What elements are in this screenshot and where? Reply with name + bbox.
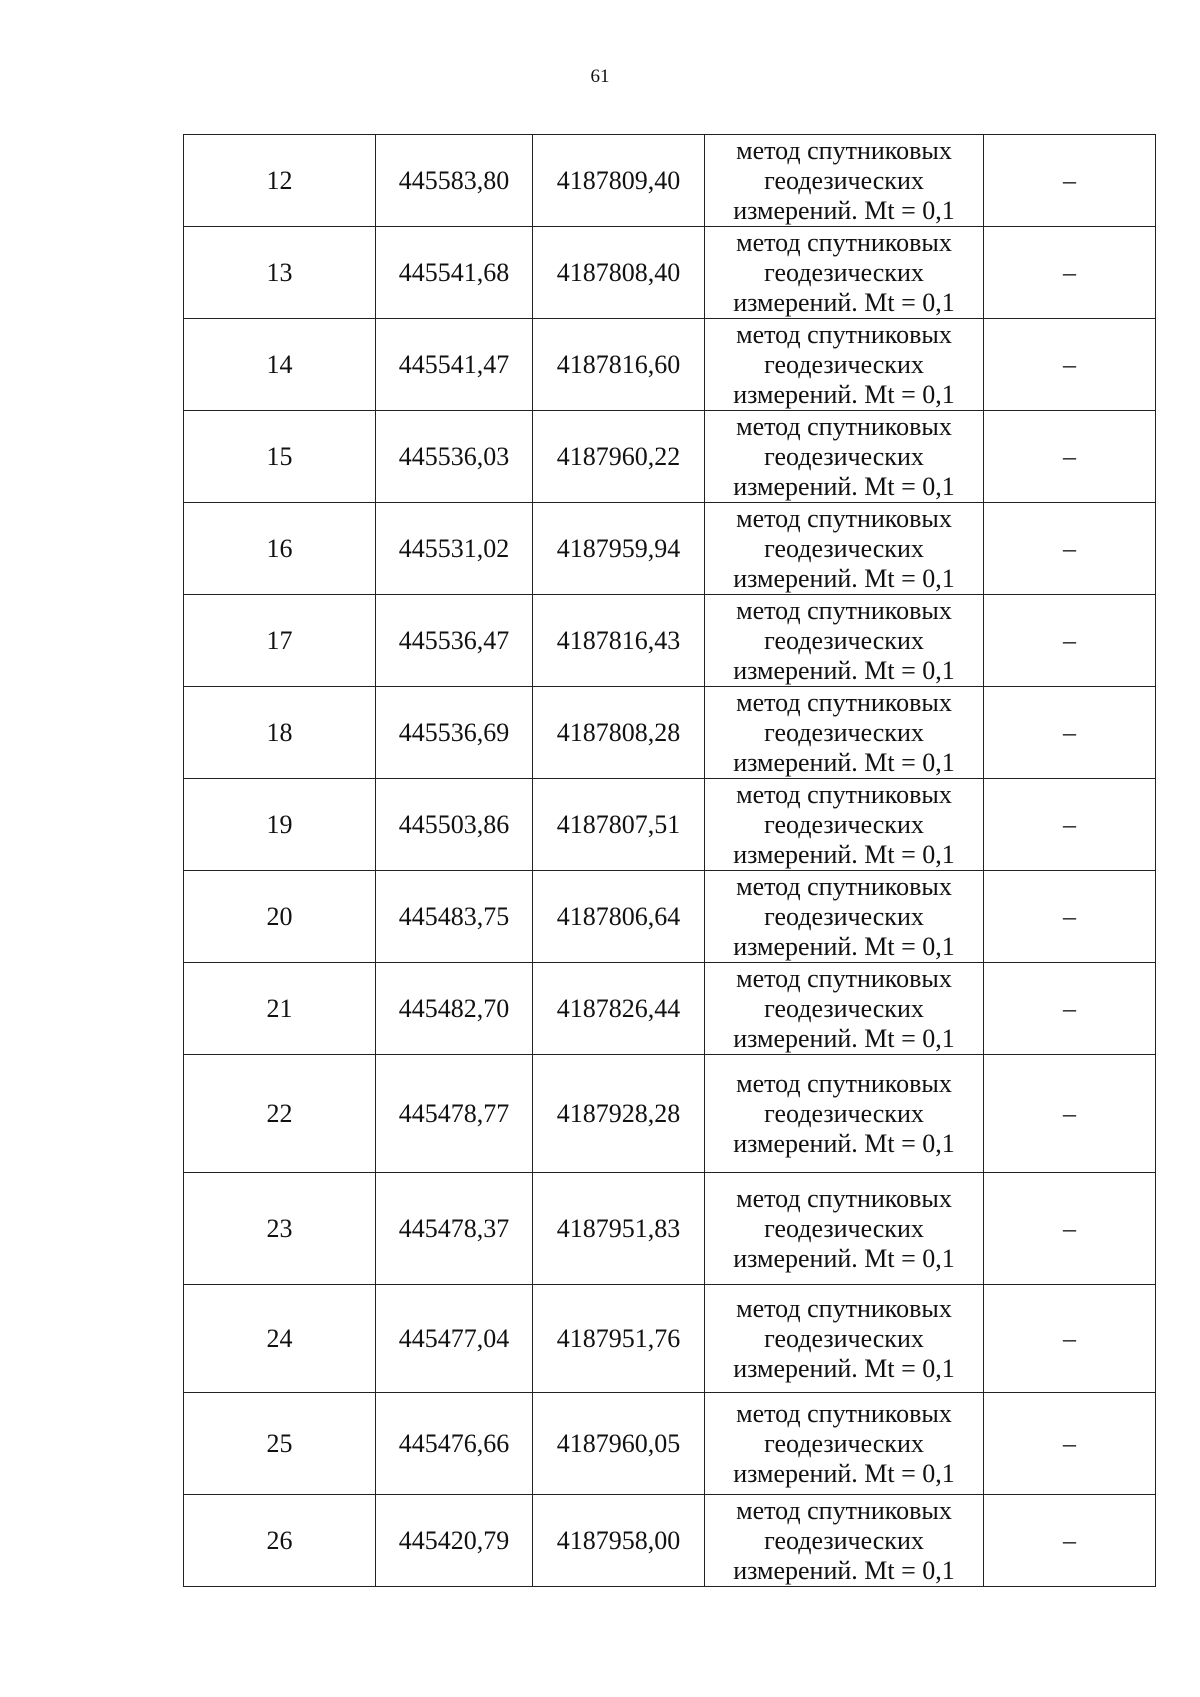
method-line: измерений. Mt = 0,1 — [733, 563, 955, 593]
method-cell — [705, 411, 984, 503]
method-line: измерений. Mt = 0,1 — [733, 379, 955, 409]
method-line: геодезических — [764, 1213, 924, 1243]
method-line: метод спутниковых — [736, 779, 952, 809]
method-line: метод спутниковых — [736, 595, 952, 625]
table-row — [184, 411, 1156, 503]
method-line: геодезических — [764, 1098, 924, 1128]
method-cell — [705, 779, 984, 871]
method-line: метод спутниковых — [736, 871, 952, 901]
description-cell: – — [984, 1495, 1156, 1587]
method-cell — [705, 595, 984, 687]
method-line: метод спутниковых — [736, 963, 952, 993]
x-coordinate-cell: 445482,70 — [376, 963, 533, 1055]
x-coordinate-cell: 445476,66 — [376, 1393, 533, 1495]
y-coordinate-cell: 4187960,22 — [533, 411, 705, 503]
point-number-cell: 23 — [184, 1173, 376, 1285]
x-coordinate-cell: 445536,69 — [376, 687, 533, 779]
x-coordinate-cell: 445477,04 — [376, 1285, 533, 1393]
x-coordinate-cell: 445583,80 — [376, 135, 533, 227]
method-line: геодезических — [764, 257, 924, 287]
method-line: метод спутниковых — [736, 227, 952, 257]
table-row — [184, 1393, 1156, 1495]
description-cell: – — [984, 1393, 1156, 1495]
y-coordinate-cell: 4187808,28 — [533, 687, 705, 779]
x-coordinate-cell: 445541,68 — [376, 227, 533, 319]
method-line: геодезических — [764, 1525, 924, 1555]
point-number-cell: 19 — [184, 779, 376, 871]
method-cell — [705, 687, 984, 779]
method-line: измерений. Mt = 0,1 — [733, 1023, 955, 1053]
table-row — [184, 871, 1156, 963]
x-coordinate-cell: 445478,37 — [376, 1173, 533, 1285]
method-cell — [705, 227, 984, 319]
method-line: геодезических — [764, 1323, 924, 1353]
method-line: геодезических — [764, 441, 924, 471]
table-row — [184, 1173, 1156, 1285]
method-cell — [705, 319, 984, 411]
description-cell: – — [984, 227, 1156, 319]
method-line: геодезических — [764, 901, 924, 931]
table-row — [184, 1285, 1156, 1393]
method-line: измерений. Mt = 0,1 — [733, 747, 955, 777]
table-row — [184, 135, 1156, 227]
y-coordinate-cell: 4187808,40 — [533, 227, 705, 319]
x-coordinate-cell: 445531,02 — [376, 503, 533, 595]
description-cell: – — [984, 779, 1156, 871]
x-coordinate-cell: 445536,47 — [376, 595, 533, 687]
method-line: измерений. Mt = 0,1 — [733, 1243, 955, 1273]
coordinates-table-body — [184, 135, 1156, 1587]
y-coordinate-cell: 4187807,51 — [533, 779, 705, 871]
table-row — [184, 227, 1156, 319]
method-cell — [705, 1495, 984, 1587]
method-cell — [705, 503, 984, 595]
point-number-cell: 17 — [184, 595, 376, 687]
x-coordinate-cell: 445503,86 — [376, 779, 533, 871]
point-number-cell: 24 — [184, 1285, 376, 1393]
method-line: измерений. Mt = 0,1 — [733, 655, 955, 685]
method-line: измерений. Mt = 0,1 — [733, 931, 955, 961]
y-coordinate-cell: 4187951,83 — [533, 1173, 705, 1285]
page-number: 61 — [590, 66, 610, 87]
method-line: геодезических — [764, 717, 924, 747]
table-row — [184, 1055, 1156, 1173]
method-line: измерений. Mt = 0,1 — [733, 1555, 955, 1585]
method-cell — [705, 1055, 984, 1173]
point-number-cell: 12 — [184, 135, 376, 227]
method-line: геодезических — [764, 1428, 924, 1458]
method-cell — [705, 1285, 984, 1393]
description-cell: – — [984, 319, 1156, 411]
y-coordinate-cell: 4187809,40 — [533, 135, 705, 227]
point-number-cell: 22 — [184, 1055, 376, 1173]
y-coordinate-cell: 4187958,00 — [533, 1495, 705, 1587]
method-cell — [705, 135, 984, 227]
method-line: метод спутниковых — [736, 1183, 952, 1213]
y-coordinate-cell: 4187928,28 — [533, 1055, 705, 1173]
y-coordinate-cell: 4187806,64 — [533, 871, 705, 963]
y-coordinate-cell: 4187960,05 — [533, 1393, 705, 1495]
description-cell: – — [984, 503, 1156, 595]
description-cell: – — [984, 135, 1156, 227]
method-cell — [705, 963, 984, 1055]
method-cell — [705, 1393, 984, 1495]
method-line: метод спутниковых — [736, 1398, 952, 1428]
method-line: измерений. Mt = 0,1 — [733, 839, 955, 869]
method-line: геодезических — [764, 349, 924, 379]
method-line: геодезических — [764, 533, 924, 563]
method-line: метод спутниковых — [736, 135, 952, 165]
description-cell: – — [984, 595, 1156, 687]
table-row — [184, 963, 1156, 1055]
method-line: измерений. Mt = 0,1 — [733, 195, 955, 225]
table-row — [184, 503, 1156, 595]
method-line: метод спутниковых — [736, 1495, 952, 1525]
method-cell — [705, 871, 984, 963]
point-number-cell: 21 — [184, 963, 376, 1055]
table-row — [184, 779, 1156, 871]
description-cell: – — [984, 687, 1156, 779]
y-coordinate-cell: 4187951,76 — [533, 1285, 705, 1393]
method-line: геодезических — [764, 993, 924, 1023]
method-line: метод спутниковых — [736, 1068, 952, 1098]
point-number-cell: 14 — [184, 319, 376, 411]
method-line: метод спутниковых — [736, 687, 952, 717]
point-number-cell: 26 — [184, 1495, 376, 1587]
y-coordinate-cell: 4187816,60 — [533, 319, 705, 411]
x-coordinate-cell: 445478,77 — [376, 1055, 533, 1173]
x-coordinate-cell: 445483,75 — [376, 871, 533, 963]
point-number-cell: 18 — [184, 687, 376, 779]
description-cell: – — [984, 1285, 1156, 1393]
method-line: измерений. Mt = 0,1 — [733, 1353, 955, 1383]
method-line: метод спутниковых — [736, 319, 952, 349]
coordinates-table — [183, 134, 1156, 1587]
y-coordinate-cell: 4187959,94 — [533, 503, 705, 595]
method-line: метод спутниковых — [736, 411, 952, 441]
description-cell: – — [984, 871, 1156, 963]
method-line: метод спутниковых — [736, 1293, 952, 1323]
y-coordinate-cell: 4187816,43 — [533, 595, 705, 687]
y-coordinate-cell: 4187826,44 — [533, 963, 705, 1055]
method-line: геодезических — [764, 165, 924, 195]
method-line: измерений. Mt = 0,1 — [733, 287, 955, 317]
method-line: измерений. Mt = 0,1 — [733, 1128, 955, 1158]
description-cell: – — [984, 1055, 1156, 1173]
description-cell: – — [984, 411, 1156, 503]
description-cell: – — [984, 1173, 1156, 1285]
method-line: геодезических — [764, 625, 924, 655]
table-row — [184, 319, 1156, 411]
x-coordinate-cell: 445420,79 — [376, 1495, 533, 1587]
method-line: измерений. Mt = 0,1 — [733, 1458, 955, 1488]
point-number-cell: 15 — [184, 411, 376, 503]
point-number-cell: 20 — [184, 871, 376, 963]
x-coordinate-cell: 445536,03 — [376, 411, 533, 503]
method-line: измерений. Mt = 0,1 — [733, 471, 955, 501]
method-line: метод спутниковых — [736, 503, 952, 533]
description-cell: – — [984, 963, 1156, 1055]
method-line: геодезических — [764, 809, 924, 839]
point-number-cell: 13 — [184, 227, 376, 319]
point-number-cell: 16 — [184, 503, 376, 595]
table-row — [184, 687, 1156, 779]
table-row — [184, 1495, 1156, 1587]
table-row — [184, 595, 1156, 687]
x-coordinate-cell: 445541,47 — [376, 319, 533, 411]
point-number-cell: 25 — [184, 1393, 376, 1495]
method-cell — [705, 1173, 984, 1285]
